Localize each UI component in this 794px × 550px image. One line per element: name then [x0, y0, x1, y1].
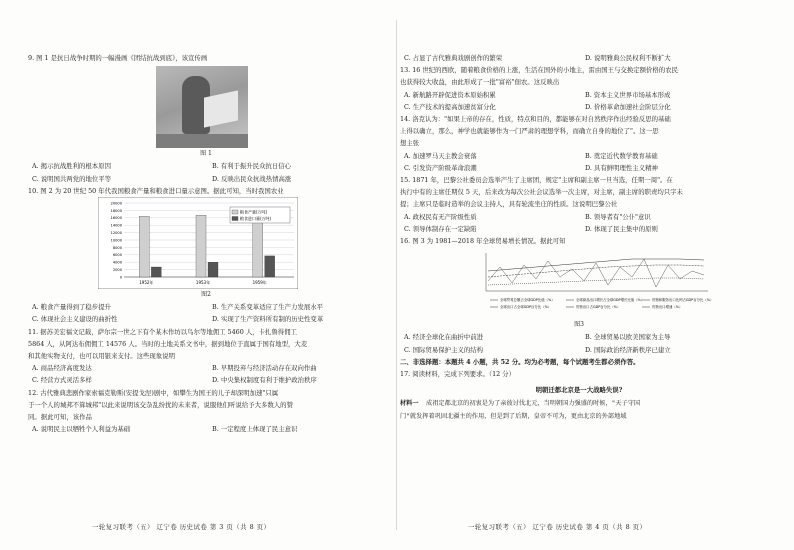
q9-option-b: B. 有利于振升民众抗日信心 [212, 162, 292, 171]
q15-line-1: 15. 1871 年，巴黎公社委员会选举产生了主席团，规定"主席和副主席一旦当选，任期一周"。在 [400, 176, 673, 185]
q12-line-3: 同。据此可知，该作品 [28, 413, 92, 422]
q17-material-line-1 [400, 398, 758, 410]
q13-option-c: C. 生产技术的提高加速贫富分化 [404, 102, 496, 111]
fig3-caption: 图3 [574, 321, 584, 329]
left-page-footer: 一轮复习联考（五） 辽宁卷 历史试卷 第 3 页（共 8 页） [92, 523, 271, 531]
q10-option-b: B. 生产关系变革适应了生产力发展水平 [212, 303, 324, 312]
q16-option-a: A. 经济全球化在曲折中前进 [404, 333, 483, 342]
x-category-label: 1959年 [252, 280, 267, 286]
q14-line-1: 14. 洛克认为："如果上帝的存在，性质，特点和目的，都能够在对自然秩序作出经验反思的基础 [400, 115, 671, 124]
bar-grain-import [208, 262, 218, 277]
left-page [28, 52, 384, 435]
x-category-label: 1953年 [195, 280, 211, 286]
q16-options [400, 331, 758, 355]
q10-options [28, 301, 384, 325]
q14-options [400, 150, 758, 174]
legend-label: 全球出口占全球GDP百分比（%） [500, 305, 552, 310]
q16-option-b: B. 全球贸易以欧美国家为主导 [585, 333, 671, 342]
q16-option-d: D. 国际政治经济新秩序已建立 [585, 345, 671, 354]
trade-growth-line-chart [472, 247, 722, 319]
y-tick-label: 6000 [112, 253, 122, 258]
q17-material-title: 明朝迁都北京是一大战略失误? [535, 386, 623, 395]
q12-option-b: B. 一定程度上体现了民主意识 [212, 425, 298, 434]
q11-option-b: B. 早期投弃与经济活动存在双向作曲 [212, 364, 317, 373]
y-tick-label: 16000 [110, 216, 122, 221]
q13-line-1: 13. 16 世纪的西欧，随着粮食价格的上涨，生活在国外的小地主，雷由国王与交换定额价格的农民 [400, 66, 678, 75]
q11-option-d: D. 中央集权制度有利于维护政治秩序 [212, 376, 317, 385]
propaganda-poster-image [156, 66, 248, 148]
bar-grain-import [265, 256, 275, 277]
fig2-caption: 图2 [201, 291, 211, 299]
material-text-1: 成祖定都北京的初衷是为了亲彼讨伐北元，当明朝国力强盛的时候，"天子守国 [426, 400, 641, 408]
q10-option-c: C. 体现社会主义建设的曲折性 [32, 315, 118, 324]
legend-label: 货物出口占GDP百分比（%） [576, 305, 621, 310]
q12-option-c: C. 占显了古代雅典戏剧创作的繁荣 [404, 54, 503, 62]
y-tick-label: 10000 [110, 238, 122, 243]
q9-option-c: C. 说明国共两党的地位平等 [32, 174, 112, 183]
y-tick-label: 8000 [112, 245, 122, 250]
trade-series-line [488, 259, 704, 287]
y-tick-label: 2000 [112, 268, 122, 273]
y-tick-label: 4000 [112, 260, 122, 265]
q13-options [400, 89, 758, 113]
q12-option-a: A. 说明民主以牺牲个人利益为基础 [32, 425, 131, 434]
q11-options [28, 362, 384, 386]
q9-options [28, 160, 384, 184]
legend-grain-import: 粮食进口量(万吨) [240, 216, 272, 222]
q9-option-d: D. 反映出民众抗战热情高涨 [212, 174, 292, 183]
q13-option-d: D. 价格革命加速社会阶层分化 [585, 102, 671, 111]
q11-line-1: 11. 据苏美宏福文记载，萨尔宗一世之下有个某木作坊以鸟尔等地佣工 5460 人，卡扎鲁得佣工 [28, 327, 297, 336]
q15-options [400, 211, 758, 235]
q11-line-3: 和其他实物支付，也可以用银来支付。这些现象说明 [28, 352, 175, 361]
q11-line-2: 5864 人，从阿达布佣佣工 14576 人。当时的土地关系文书中，据到地位于直属于国有地型，大麦 [28, 339, 308, 348]
legend-label: 货物和服务出口比例占GDP百分比（%） [652, 298, 714, 303]
x-category-label: 1952年 [139, 280, 154, 286]
q17-material-line-2: 门"就发挥着巩固北疆主的作用，但是到了后期，皇帝不可为，更由北京的外部地域 [400, 412, 627, 420]
q15-option-c: C. 领导体制存在一定缺陷 [404, 224, 477, 233]
bar-grain-import [151, 267, 161, 277]
q14-option-d: D. 具有鲜明理性主义精神 [585, 163, 658, 172]
page-divider [396, 20, 397, 530]
q13-option-a: A. 新航路开辟促进资本原始积累 [404, 90, 496, 99]
legend-label: 全球商品出口增长占全球GDP增长比值（%） [576, 298, 645, 303]
q16-option-c: C. 国际贸易保护主义的结构 [404, 345, 484, 354]
legend-label: 全球贸易总额占全球GDP比值（%） [500, 298, 555, 303]
section2-heading: 二、非选择题：本题共 4 小题，共 52 分。均为必考题，每个试题考生都必须作答。 [400, 357, 640, 366]
q12-line-2: 于一个人的城邦不算城邦"以此来说明该交杂乱纷扰的未来者，说服他们听说给予大多数人的赞 [28, 400, 293, 409]
q15-option-a: A. 政权民有无产阶级性质 [404, 212, 477, 221]
q10-stem: 10. 图 2 为 20 世纪 50 年代我国粮食产量和粮食进口量示意图。据此可知，当时我国农业 [28, 186, 284, 195]
q12-options-continued [400, 52, 758, 64]
y-tick-label: 20000 [110, 201, 122, 206]
q16-stem: 16. 图 3 为 1981—2018 年全球贸易增长情况。据此可知 [400, 237, 566, 246]
right-page [400, 52, 758, 423]
q13-option-b: B. 资本主义世界市场基本形成 [585, 90, 671, 99]
fig1-caption: 图 1 [200, 150, 212, 158]
q14-line-2: 上得以确立，那么，神学也就能够作为一门严肃的理想学科，而确立自身的地位了"。这一思 [400, 127, 659, 136]
q15-option-b: B. 领导者有"公仆"意识 [585, 212, 651, 221]
material-label: 材料一 [400, 400, 419, 408]
trade-series-line [488, 265, 704, 277]
q14-option-b: B. 奠定近代数学教育基础 [585, 151, 658, 160]
y-tick-label: 0 [119, 275, 122, 280]
trade-series-line [488, 278, 704, 285]
q14-option-a: A. 加速罗马天主教会衰落 [404, 151, 477, 160]
q14-line-3: 想主张 [400, 139, 420, 148]
q10-option-a: A. 粮食产量得到了稳步提升 [32, 303, 111, 312]
bar-grain-output [139, 216, 149, 277]
q9-option-a: A. 揭示抗战胜利的根本原因 [32, 162, 111, 171]
bar-grain-output [253, 214, 263, 277]
q11-option-c: C. 经营方式灵活多样 [32, 376, 92, 385]
q14-option-c: C. 引发资产阶级革命浪潮 [404, 163, 477, 172]
q15-line-2: 执行中有的主席任期仅 5 天，后来改为每次公社会议选举一次主席，对主席，副主席的职责均只字未 [400, 188, 683, 197]
q15-line-3: 提；主席只是临时造举的会议主持人，具有轮流坐庄的性质。这说明巴黎公社 [400, 200, 618, 209]
grain-bar-chart [98, 197, 298, 289]
q12-options [28, 423, 384, 435]
q17-stem: 17. 阅读材料，完成下列要求。（12 分） [400, 370, 516, 379]
q15-option-d: D. 体现了民主集中的原则 [585, 224, 658, 233]
bar-grain-output [196, 215, 206, 277]
right-page-footer: 一轮复习联考（五） 辽宁卷 历史试卷 第 4 页（共 8 页） [468, 523, 647, 531]
q13-line-2: 也获得较大收益，由此形成了一批"富裕"佃农。这反映出 [400, 78, 560, 87]
q12-option-d: D. 说明雅典公民权利不断扩大 [585, 54, 671, 62]
y-tick-label: 12000 [110, 231, 122, 236]
q9-stem: 9. 图 1 是抗日战争时期的一幅漫画《团结抗战到底》，该宣传画 [28, 54, 208, 62]
legend-grain-output: 粮食产量(万吨) [240, 209, 268, 215]
q11-option-a: A. 商品经济高度发达 [32, 364, 92, 373]
q10-option-d: D. 实现了生产资料所有制的历史性变革 [212, 315, 324, 324]
y-tick-label: 18000 [110, 208, 122, 213]
y-tick-label: 14000 [110, 223, 122, 228]
q12-line-1: 12. 古代雅典悲剧作家索福克勒斯(安提戈涅)剧中，如攀生为国王的儿子却深明加速"只属 [28, 388, 279, 397]
legend-label: 货物出口增速（%） [652, 305, 683, 310]
